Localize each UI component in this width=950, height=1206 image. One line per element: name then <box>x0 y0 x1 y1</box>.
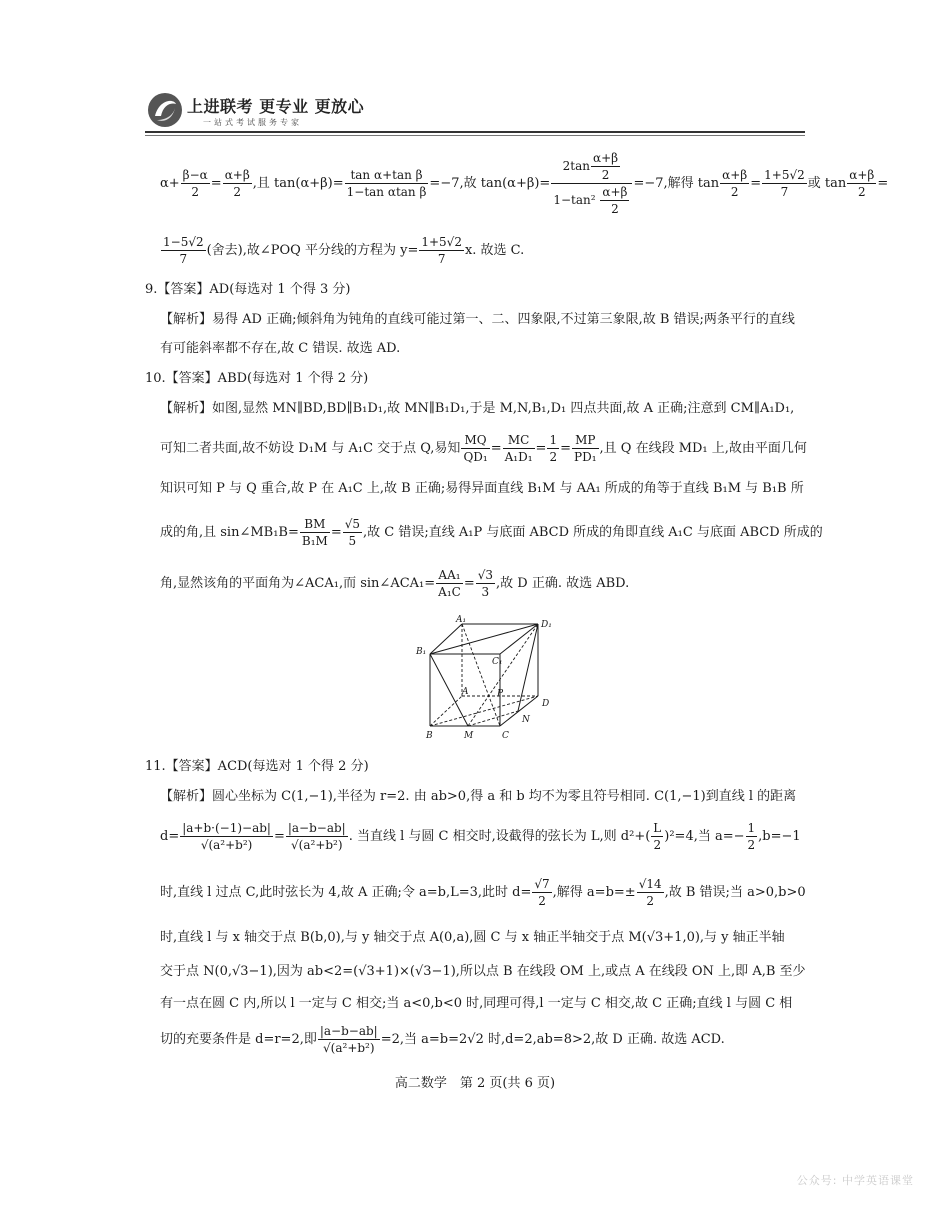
q10-answer: 10.【答案】ABD(每选对 1 个得 2 分) <box>145 371 369 386</box>
q8-line-1: α+ $\frac{\beta-\alpha}{2}$ = $\frac{\alpha+\beta}{2}$ ,且 tan(α+β)= $\frac{\text{tan α+tan β}}{\text{1−tan αtan β}}$ =−7,故 tan(α+β)= 2tan $\frac{\alpha+\beta}{2}$ 1−tan² $\frac{\alpha+\beta}{2}$ =−7,解得 tan $\frac{\alpha+\beta}{2}$ = $\frac{1+5√2}{7}$ 或 tan $\frac{\alpha+\beta}{2}$ = <box>160 151 889 216</box>
q10-analysis-5: 角,显然该角的平面角为∠ACA₁,而 sin∠ACA₁= $\frac{\text{AA₁}}{\text{A₁C}}$ = $\frac{√3}{3}$ ,故 D 正确. 故选 ABD. <box>160 568 630 599</box>
label-p: P <box>497 689 504 699</box>
header-subtitle: 一站式考试服务专家 <box>203 118 302 127</box>
q11-analysis-2: d= $\frac{|a+b\cdot(-1)-ab|}{\text{√(a²+b²)}}$ = $\frac{|a-b-ab|}{\text{√(a²+b²)}}$ . 当直线 l 与圆 C 相交时,设截得的弦长为 L,则 d²+( $\frac{L}{2}$ )²=4,当 a=− $\frac{1}{2}$ ,b=−1 <box>160 821 801 852</box>
header <box>145 90 805 134</box>
edge-a1c <box>462 624 500 726</box>
header-rule <box>145 131 805 133</box>
label-a1: A₁ <box>456 615 467 625</box>
page-footer: 高二数学 第 2 页(共 6 页) <box>394 1076 556 1091</box>
q11-analysis-7: 切的充要条件是 d=r=2,即 $\frac{|a-b-ab|}{\text{√(a²+b²)}}$ =2,当 a=b=2√2 时,d=2,ab=8>2,故 D 正确. 故选 ACD. <box>160 1024 725 1055</box>
edge-md1 <box>468 624 538 726</box>
q11-answer: 11.【答案】ACD(每选对 1 个得 2 分) <box>145 759 369 774</box>
label-m: M <box>464 731 474 741</box>
prism-figure <box>410 612 570 744</box>
q9-analysis-2: 有可能斜率都不存在,故 C 错误. 故选 AD. <box>160 341 401 356</box>
label-c1: C₁ <box>492 657 503 667</box>
watermark: 公众号: 中学英语课堂 <box>796 1174 914 1187</box>
header-rule-thin <box>145 135 805 136</box>
q11-analysis-3: 时,直线 l 过点 C,此时弦长为 4,故 A 正确;令 a=b,L=3,此时 d= $\frac{√7}{2}$ ,解得 a=b=± $\frac{√14}{2}$ ,故 B 错误;当 a>0,b>0 <box>160 877 806 908</box>
label-n: N <box>522 715 530 725</box>
label-b: B <box>426 731 433 741</box>
q10-analysis-4: 成的角,且 sin∠MB₁B= $\frac{BM}{\text{B₁M}}$ = $\frac{√5}{5}$ ,故 C 错误;直线 A₁P 与底面 ABCD 所成的角即直线 A₁C 与底面 ABCD 所成的 <box>160 517 823 548</box>
q11-analysis-6: 有一点在圆 C 内,所以 l 一定与 C 相交;当 a<0,b<0 时,同理可得,l 一定与 C 相交,故 C 正确;直线 l 与圆 C 相 <box>160 996 793 1011</box>
label-d1: D₁ <box>541 620 552 630</box>
q11-analysis-5: 交于点 N(0,√3−1),因为 ab<2=(√3+1)×(√3−1),所以点 B 在线段 OM 上,或点 A 在线段 ON 上,即 A,B 至少 <box>160 964 806 979</box>
q10-analysis-1: 【解析】如图,显然 MN∥BD,BD∥B₁D₁,故 MN∥B₁D₁,于是 M,N,B₁,D₁ 四点共面,故 A 正确;注意到 CM∥A₁D₁, <box>160 401 795 416</box>
edge-cd <box>500 696 538 726</box>
q11-analysis-1: 【解析】圆心坐标为 C(1,−1),半径为 r=2. 由 ab>0,得 a 和 b 均不为零且符号相同. C(1,−1)到直线 l 的距离 <box>160 789 797 804</box>
label-a: A <box>462 687 469 697</box>
header-title: 上进联考 更专业 更放心 <box>187 97 365 116</box>
label-c: C <box>502 731 509 741</box>
q9-answer: 9.【答案】AD(每选对 1 个得 3 分) <box>145 282 351 297</box>
logo-icon <box>145 90 185 130</box>
q8-line-2: $\frac{1-5√2}{7}$ (舍去),故∠POQ 平分线的方程为 y= $\frac{1+5√2}{7}$ x. 故选 C. <box>163 235 525 266</box>
q9-analysis-1: 【解析】易得 AD 正确;倾斜角为钝角的直线可能过第一、二、四象限,不过第三象限,故 B 错误;两条平行的直线 <box>160 312 795 327</box>
q10-analysis-2: 可知二者共面,故不妨设 D₁M 与 A₁C 交于点 Q,易知 $\frac{MQ}{\text{QD₁}}$ = $\frac{MC}{\text{A₁D₁}}$ = $\frac{1}{2}$ = $\frac{MP}{\text{PD₁}}$ ,且 Q 在线段 MD₁ 上,故由平面几何 <box>160 433 807 464</box>
label-d: D <box>542 699 550 709</box>
label-b1: B₁ <box>416 647 427 657</box>
q11-analysis-4: 时,直线 l 与 x 轴交于点 B(b,0),与 y 轴交于点 A(0,a),圆 C 与 x 轴正半轴交于点 M(√3+1,0),与 y 轴正半轴 <box>160 930 785 945</box>
q10-analysis-3: 知识可知 P 与 Q 重合,故 P 在 A₁C 上,故 B 正确;易得异面直线 B₁M 与 AA₁ 所成的角等于直线 B₁M 与 B₁B 所 <box>160 481 804 496</box>
